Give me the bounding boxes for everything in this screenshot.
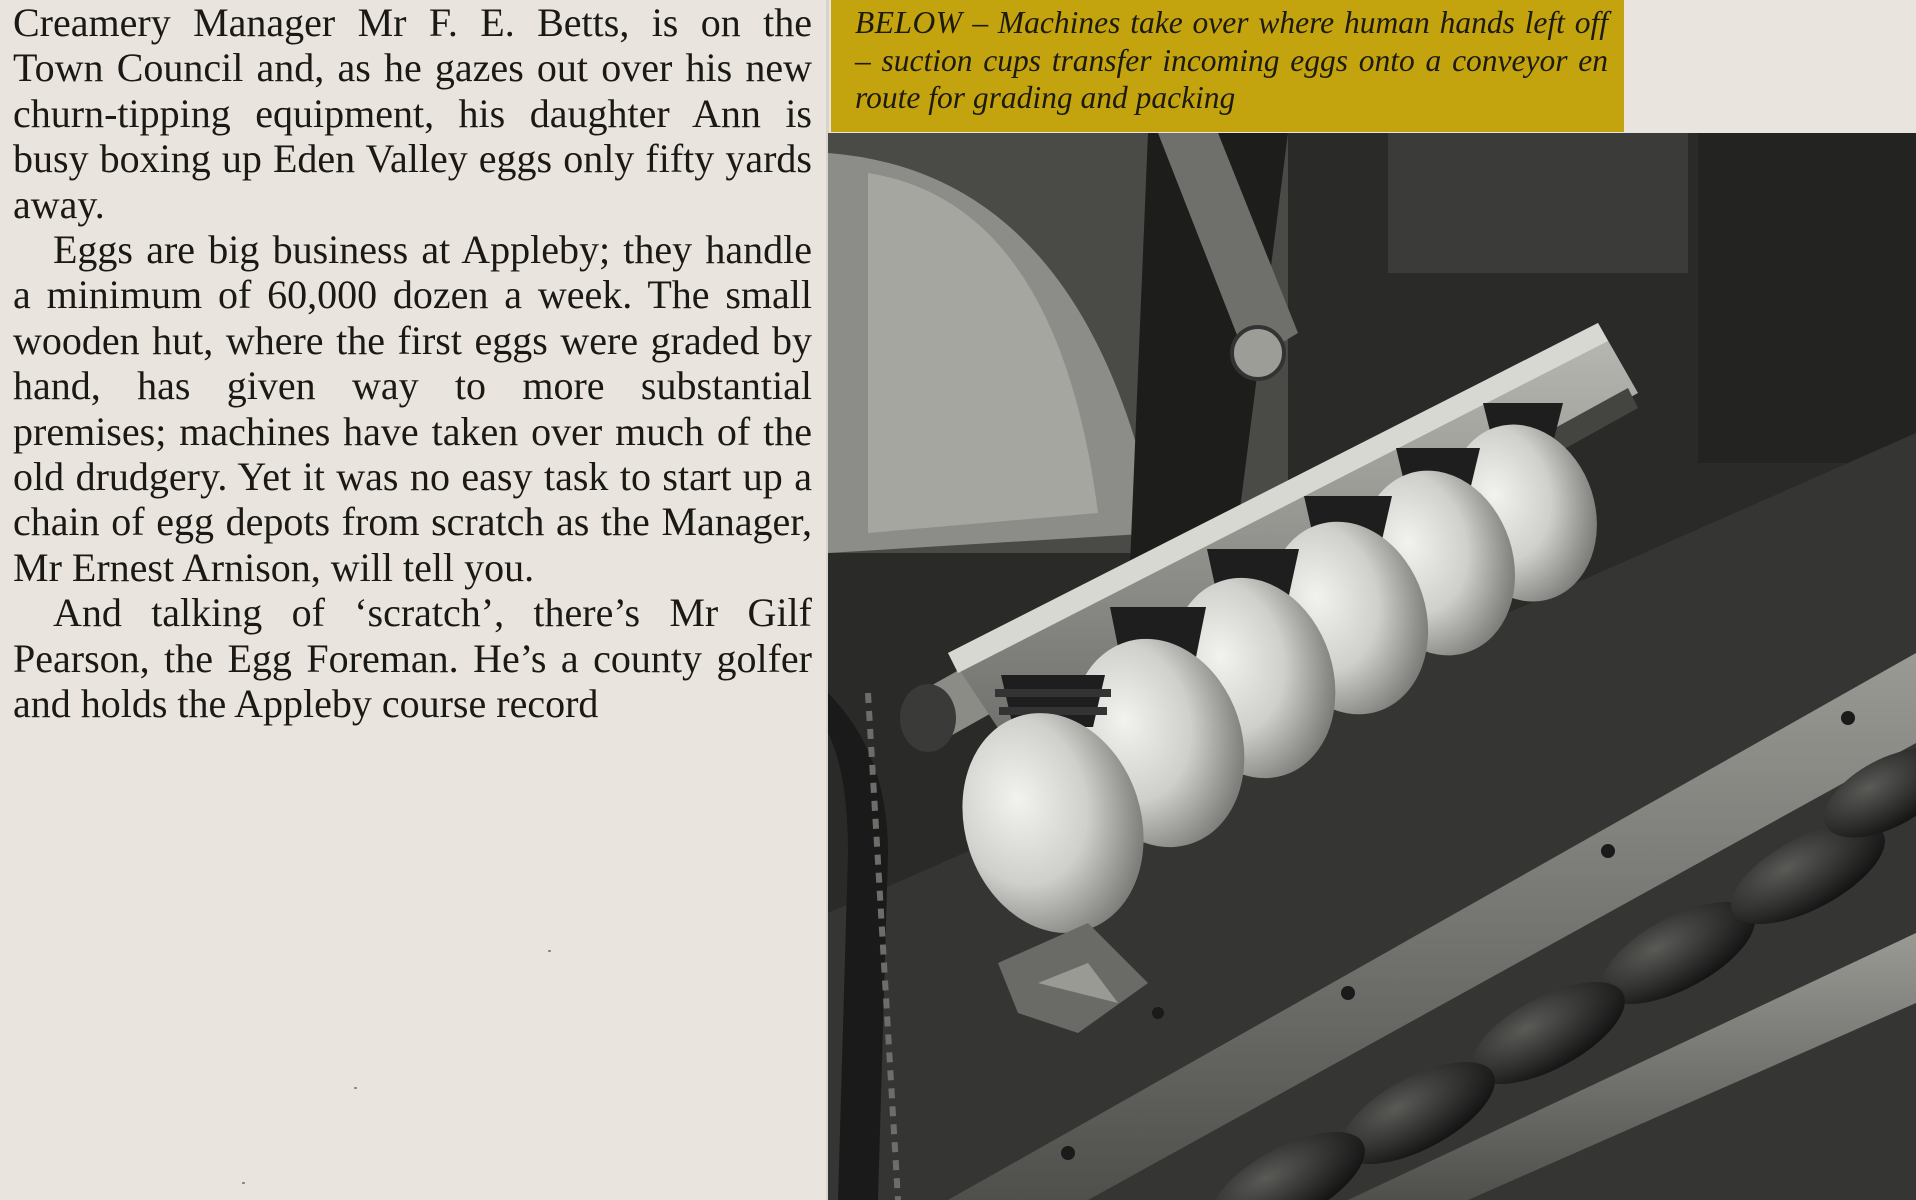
- article-paragraph-1: Creamery Manager Mr F. E. Betts, is on the Town Council and, as he gazes out over his new churn-tipping equipment, his daughter Ann is busy boxing up Eden Valley eggs only fifty yards away.: [13, 0, 812, 227]
- article-paragraph-3: And talking of ‘scratch’, there’s Mr Gilf Pearson, the Egg Foreman. He’s a county golfer and holds the Appleby course record: [13, 590, 812, 727]
- photo-caption: [855, 4, 1608, 117]
- caption-lead: BELOW: [855, 5, 963, 40]
- paper-speck: [354, 1087, 357, 1089]
- photo-illustration: [828, 133, 1916, 1200]
- caption-body: – Machines take over where human hands left off – suction cups transfer incoming eggs onto a conveyor en route for grading and packing: [855, 5, 1608, 115]
- egg-machine-photo: [828, 133, 1916, 1200]
- article-body: [13, 0, 812, 727]
- article-paragraph-2: Eggs are big business at Appleby; they handle a minimum of 60,000 dozen a week. The small wooden hut, where the first eggs were graded by hand, has given way to more substantial premises; machines have taken over much of the old drudgery. Yet it was no easy task to start up a chain of egg depots from scratch as the Manager, Mr Ernest Arnison, will tell you.: [13, 227, 812, 590]
- caption-band: [831, 0, 1624, 132]
- paper-speck: [548, 950, 551, 952]
- paper-speck: [242, 1182, 245, 1184]
